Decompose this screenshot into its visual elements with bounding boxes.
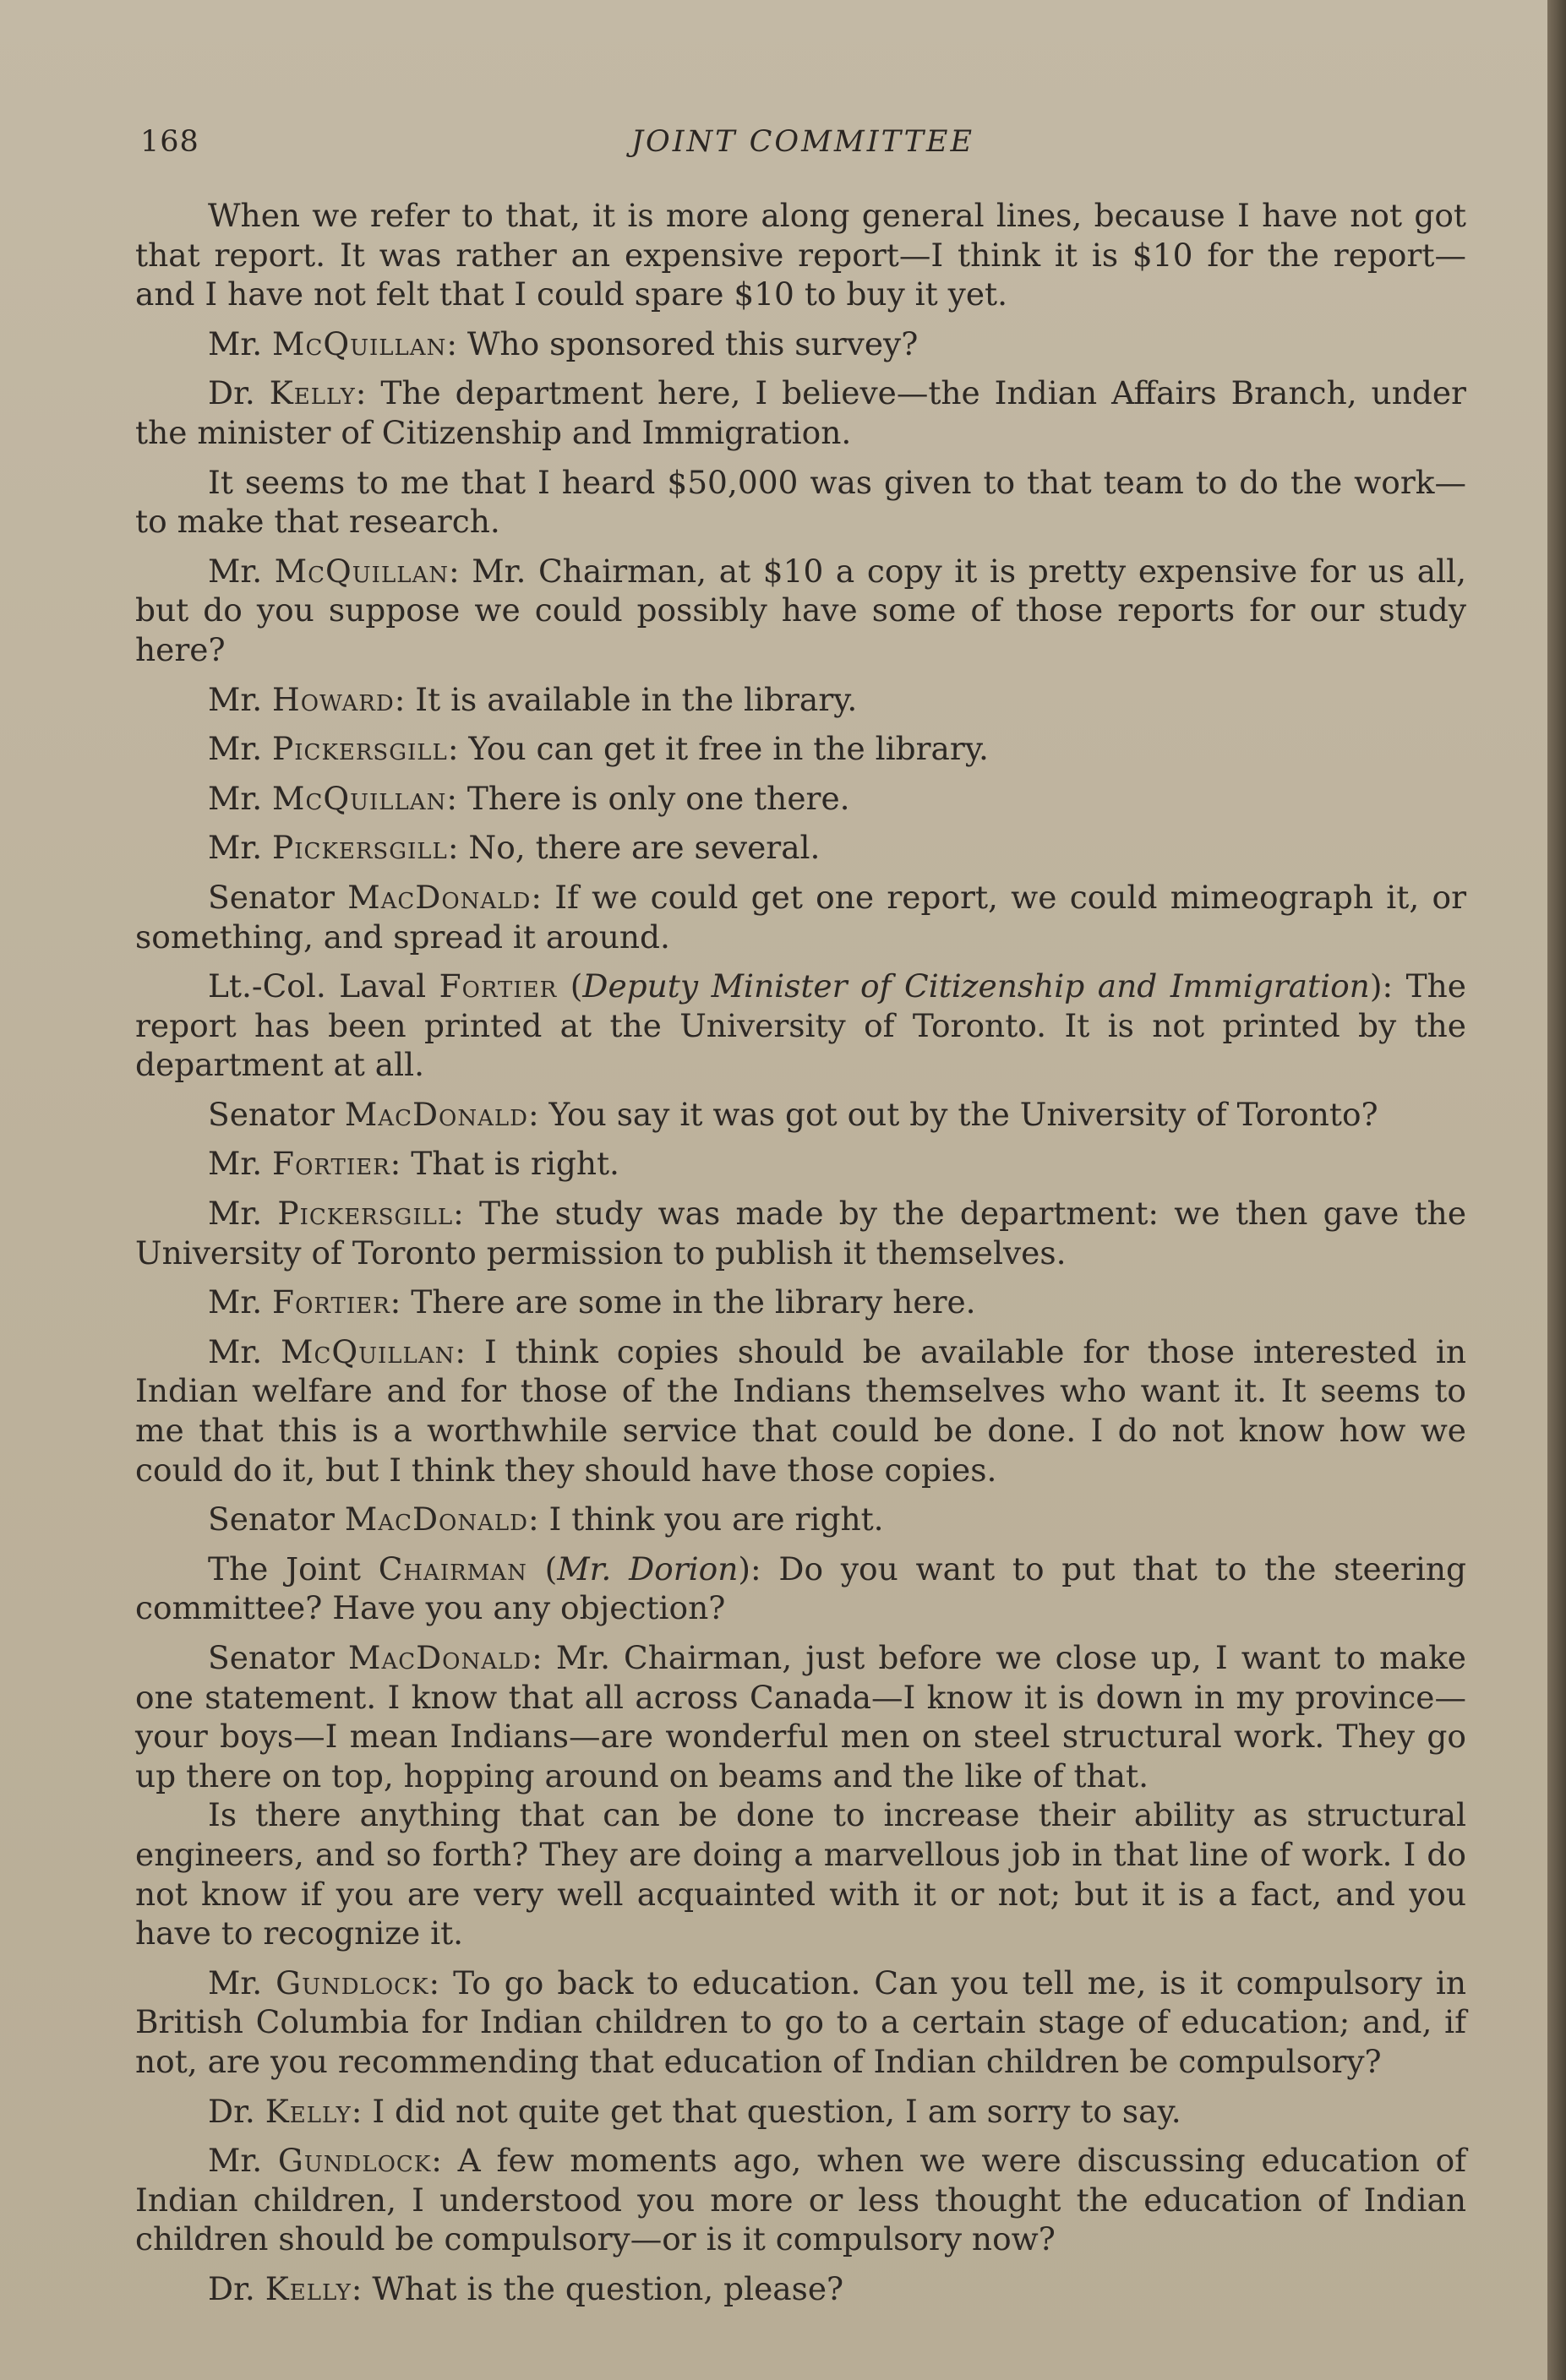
speaker-colon: : [428,1963,440,2001]
speaker-prefix: Dr. [208,2269,255,2307]
speaker-role: Mr. Dorion [557,1549,739,1588]
paragraph [135,729,1466,769]
speaker-prefix: Mr. [208,1195,263,1233]
paragraph [135,1144,1466,1184]
speech-text: You say it was got out by the University of Toronto? [548,1095,1378,1133]
paragraph [135,1194,1466,1272]
speech-text: No, there are several. [468,829,821,867]
speech-text: Mr. Chairman, just before we close up, I want to make one statement. I know that all across Canada—I know it is down in my province—your boys—I mean Indians—are wonderful men on steel structural work. They go up there on top, hopping around on beams and the like of that. [135,1639,1467,1795]
paragraph [135,878,1466,956]
paragraph [135,2269,1466,2309]
speaker-name: Howard [272,680,395,718]
paragraph [135,324,1466,364]
speaker-prefix: Mr. [208,2142,263,2180]
speaker-prefix: Mr. [208,1283,263,1321]
speech-text: The study was made by the department: we then gave the University of Toronto permission to publish it themselves. [135,1195,1467,1272]
speaker-colon: : [455,1332,466,1370]
speech-text: The department here, I believe—the Indian Affairs Branch, under the minister of Citizenship and Immigration. [135,374,1466,451]
speech-text: Is there anything that can be done to increase their ability as structural engineers, and so forth? They are doing a marvellous job in that line of work. I do not know if you are very well acquainted with it or not; but it is a fact, and you have to recognize it. [135,1796,1466,1952]
speech-text: I think you are right. [548,1500,884,1539]
speech-text: The report has been printed at the University of Toronto. It is not printed by the department at all. [135,967,1466,1084]
speaker-colon: : [351,2269,363,2307]
paragraph [135,552,1466,670]
speaker-name: Chairman [378,1549,527,1588]
paragraph [135,1963,1466,2082]
paragraph [135,1638,1466,1795]
speech-text: When we refer to that, it is more along general lines, because I have not got that report. It was rather an expensive report—I think it is $10 for the report—and I have not felt that I could spare $10 to buy it yet. [135,197,1466,313]
paragraph: Lt.-Col. Laval Fortier (Deputy Minister of Citizenship and Immigration): The report has been printed at the University of Toronto. It is not printed by the department at all. [135,967,1466,1084]
speaker-name: McQuillan [272,779,447,817]
paragraph [135,779,1466,819]
speaker-colon: : [390,1283,401,1321]
speaker-name: Fortier [272,1145,390,1183]
speaker-prefix: Mr. [208,779,263,817]
speech-text: You can get it free in the library. [468,730,989,768]
paragraph [135,1500,1466,1539]
paragraph [135,2141,1466,2259]
running-head: JOINT COMMITTEE [630,125,975,159]
speaker-name: Kelly [265,2092,352,2130]
speaker-colon: : [750,1549,761,1588]
paragraph [135,680,1466,720]
speaker-prefix: Senator [208,878,335,916]
speaker-colon: : [431,2142,442,2180]
speech-text: That is right. [411,1145,619,1183]
speaker-name: Fortier [272,1283,390,1321]
speaker-colon: : [527,1095,539,1133]
speaker-colon: : [449,552,460,590]
body-text [135,196,1466,2319]
speaker-prefix: Mr. [208,1145,263,1183]
speaker-name: Fortier [439,967,558,1005]
speaker-name: Pickersgill [272,730,448,768]
paragraph [135,1332,1466,1490]
speaker-prefix: Mr. [208,680,263,718]
speaker-colon: : [447,730,459,768]
speaker-colon: : [1382,967,1394,1005]
speaker-prefix: Mr. [208,324,263,362]
binding-edge [1547,0,1566,2380]
speaker-colon: : [527,1500,539,1539]
speaker-name: Pickersgill [272,829,448,867]
paragraph [135,196,1466,314]
speaker-prefix: Mr. [208,730,263,768]
speaker-colon: : [446,324,457,362]
speaker-prefix: The Joint [208,1549,361,1588]
paragraph [135,463,1466,542]
speaker-name: McQuillan [274,552,450,590]
speaker-name: MacDonald [347,878,532,916]
speech-text: I did not quite get that question, I am sorry to say. [372,2092,1181,2130]
speaker-prefix: Dr. [208,2092,255,2130]
speaker-colon: : [532,1639,543,1676]
speaker-prefix: Mr. [208,829,263,867]
speaker-name: Kelly [269,374,356,412]
speaker-name: MacDonald [348,1639,532,1676]
speaker-colon: : [394,680,406,718]
speech-text: It seems to me that I heard $50,000 was given to that team to do the work—to make that research. [135,463,1466,541]
speaker-name: Kelly [265,2269,352,2307]
speech-text: It is available in the library. [415,680,858,718]
speaker-name: McQuillan [281,1332,456,1370]
speech-text: To go back to education. Can you tell me, is it compulsory in British Columbia for Indian children to go to a certain stage of education; and, if not, are you recommending that education of Indian children be compulsory? [135,1963,1466,2080]
paragraph [135,828,1466,868]
speaker-colon: : [390,1145,401,1183]
speaker-colon: : [531,878,542,916]
speech-text: What is the question, please? [372,2269,844,2307]
speech-text: Do you want to put that to the steering committee? Have you any objection? [135,1549,1466,1627]
speech-text: If we could get one report, we could mimeograph it, or something, and spread it around. [135,878,1466,956]
speech-text: I think copies should be available for those interested in Indian welfare and for those of the Indians themselves who want it. It seems to me that this is a worthwhile service that could be done. I do not know how we could do it, but I think they should have those copies. [135,1332,1466,1489]
speaker-prefix: Senator [208,1639,335,1676]
paragraph [135,1095,1466,1135]
speech-text: A few moments ago, when we were discussing education of Indian children, I understood you more or less thought the education of Indian children should be compulsory—or is it compulsory now? [135,2142,1467,2258]
speaker-name: Gundlock [276,1963,429,2001]
speaker-name: McQuillan [272,324,447,362]
speaker-colon: : [351,2092,363,2130]
speech-text: There are some in the library here. [411,1283,976,1321]
speaker-prefix: Mr. [208,1963,263,2001]
paragraph [135,1795,1466,1952]
speaker-name: MacDonald [344,1500,528,1539]
speaker-role: Deputy Minister of Citizenship and Immigration [582,967,1370,1005]
speaker-name: Gundlock [277,2142,432,2180]
page-header [135,125,1471,167]
speaker-colon: : [355,374,367,412]
speaker-prefix: Dr. [208,374,255,412]
speaker-prefix: Mr. [208,1332,263,1370]
speech-text: Mr. Chairman, at $10 a copy it is pretty expensive for us all, but do you suppose we could possibly have some of those reports for our study here? [135,552,1466,668]
speaker-prefix: Senator [208,1500,335,1539]
speaker-prefix: Mr. [208,552,263,590]
paragraph [135,2092,1466,2132]
speaker-colon: : [453,1195,464,1233]
speaker-colon: : [446,779,457,817]
paragraph: The Joint Chairman (Mr. Dorion): Do you want to put that to the steering committee? Have you any objection? [135,1549,1466,1627]
speaker-prefix: Senator [208,1095,335,1133]
speaker-name: MacDonald [344,1095,528,1133]
paragraph [135,373,1466,452]
page-number: 168 [140,125,199,159]
speaker-name: Pickersgill [277,1195,454,1233]
speech-text: There is only one there. [467,779,850,817]
paragraph [135,1283,1466,1322]
speaker-colon: : [447,829,459,867]
speaker-prefix: Lt.-Col. Laval [208,967,427,1005]
speech-text: Who sponsored this survey? [467,324,919,362]
